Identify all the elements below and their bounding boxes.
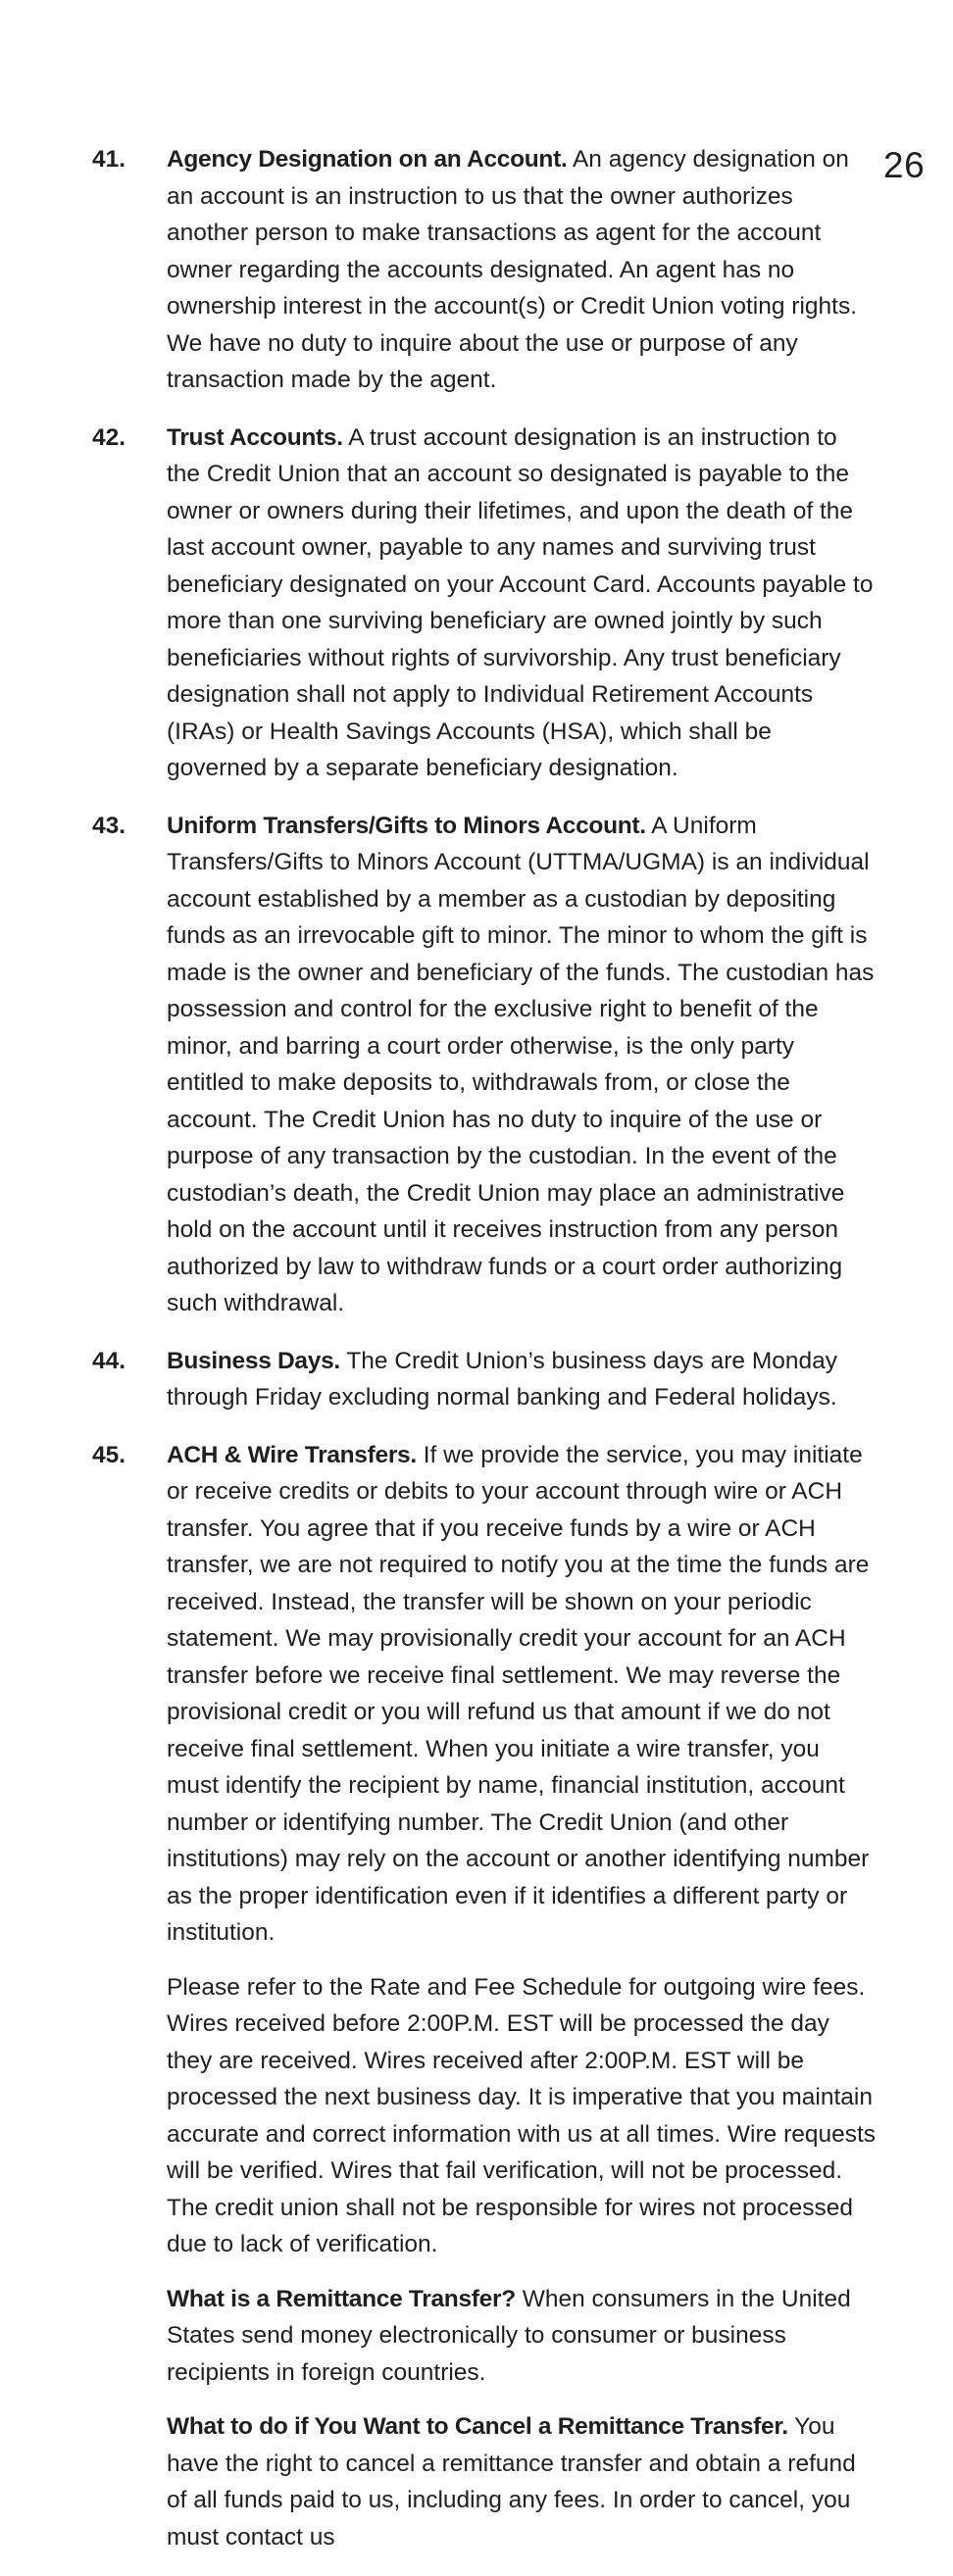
- cancel-remittance-text: You have the right to cancel a remittance transfer and obtain a refund of all funds paid to us, including any fees. In order to cancel, you must contact us: [167, 2413, 856, 2551]
- section-number: 41.: [92, 146, 126, 173]
- section-paragraph: [167, 141, 877, 399]
- remittance-title: What is a Remittance Transfer?: [167, 2285, 516, 2312]
- section-text: A trust account designation is an instruction to the Credit Union that an account so designated is payable to the owner or owners during their lifetimes, and upon the death of the last account owner, payable to any names and surviving trust beneficiary designated on your Account Card. Accounts payable to more than one surviving beneficiary are owned jointly by such beneficiaries without rights of survivorship. Any trust beneficiary designation shall not apply to Individual Retirement Accounts (IRAs) or Health Savings Accounts (HSA), which shall be governed by a separate beneficiary designation.: [167, 423, 874, 781]
- section-title: Trust Accounts.: [167, 423, 343, 451]
- section-title: Agency Designation on an Account.: [167, 146, 568, 173]
- section-title: ACH & Wire Transfers.: [167, 1441, 417, 1468]
- section-45: [92, 1437, 877, 2556]
- section-number: 45.: [92, 1441, 126, 1468]
- wire-fees-paragraph: Please refer to the Rate and Fee Schedule for outgoing wire fees. Wires received before 2:00P.M. EST will be processed the day they are received. Wires received after 2:00P.M. EST will be processed the next business day. It is imperative that you maintain accurate and correct information with us at all times. Wire requests will be verified. Wires that fail verification, will not be processed. The credit union shall not be responsible for wires not processed due to lack of verification.: [167, 1973, 877, 2257]
- section-paragraph: [167, 420, 877, 787]
- terms-content: [92, 141, 877, 2576]
- section-number: 42.: [92, 423, 126, 451]
- remittance-text: When consumers in the United States send money electronically to consumer or business recipients in foreign countries.: [167, 2285, 851, 2386]
- section-number: 43.: [92, 812, 126, 839]
- cancel-remittance-paragraph: [167, 2408, 877, 2555]
- section-title: Uniform Transfers/Gifts to Minors Account.: [167, 812, 646, 839]
- section-41: [92, 141, 877, 399]
- section-text: A Uniform Transfers/Gifts to Minors Account (UTTMA/UGMA) is an individual account established by a member as a custodian by depositing funds as an irrevocable gift to minor. The minor to whom the gift is made is the owner and beneficiary of the funds. The custodian has possession and control for the exclusive right to benefit of the minor, and barring a court order otherwise, is the only party entitled to make deposits to, withdrawals from, or close the account. The Credit Union has no duty to inquire of the use or purpose of any transaction by the custodian. In the event of the custodian’s death, the Credit Union may place an administrative hold on the account until it receives instruction from any person authorized by law to withdraw funds or a court order authorizing such withdrawal.: [167, 812, 875, 1316]
- section-paragraph: [167, 1343, 877, 1416]
- cancel-remittance-title: What to do if You Want to Cancel a Remittance Transfer.: [167, 2413, 788, 2440]
- section-text: The Credit Union’s business days are Monday through Friday excluding normal banking and Federal holidays.: [167, 1347, 837, 1411]
- section-42: [92, 420, 877, 787]
- section-text: If we provide the service, you may initiate or receive credits or debits to your account through wire or ACH transfer. You agree that if you receive funds by a wire or ACH transfer, we are not required to notify you at the time the funds are received. Instead, the transfer will be shown on your periodic statement. We may provisionally credit your account for an ACH transfer before we receive final settlement. We may reverse the provisional credit or you will refund us that amount if we do not receive final settlement. When you initiate a wire transfer, you must identify the recipient by name, financial institution, account number or identifying number. The Credit Union (and other institutions) may rely on the account or another identifying number as the proper identification even if it identifies a different party or institution.: [167, 1441, 870, 1946]
- page-number: 26: [883, 145, 926, 185]
- section-number: 44.: [92, 1347, 126, 1374]
- section-43: [92, 808, 877, 1322]
- section-44: [92, 1343, 877, 1416]
- section-title: Business Days.: [167, 1347, 340, 1374]
- section-text: An agency designation on an account is an instruction to us that the owner authorizes another person to make transactions as agent for the account owner regarding the accounts designated. An agent has no ownership interest in the account(s) or Credit Union voting rights. We have no duty to inquire about the use or purpose of any transaction made by the agent.: [167, 146, 858, 393]
- section-paragraph: [167, 808, 877, 1322]
- remittance-paragraph: [167, 2281, 877, 2392]
- section-paragraph: [167, 1437, 877, 1952]
